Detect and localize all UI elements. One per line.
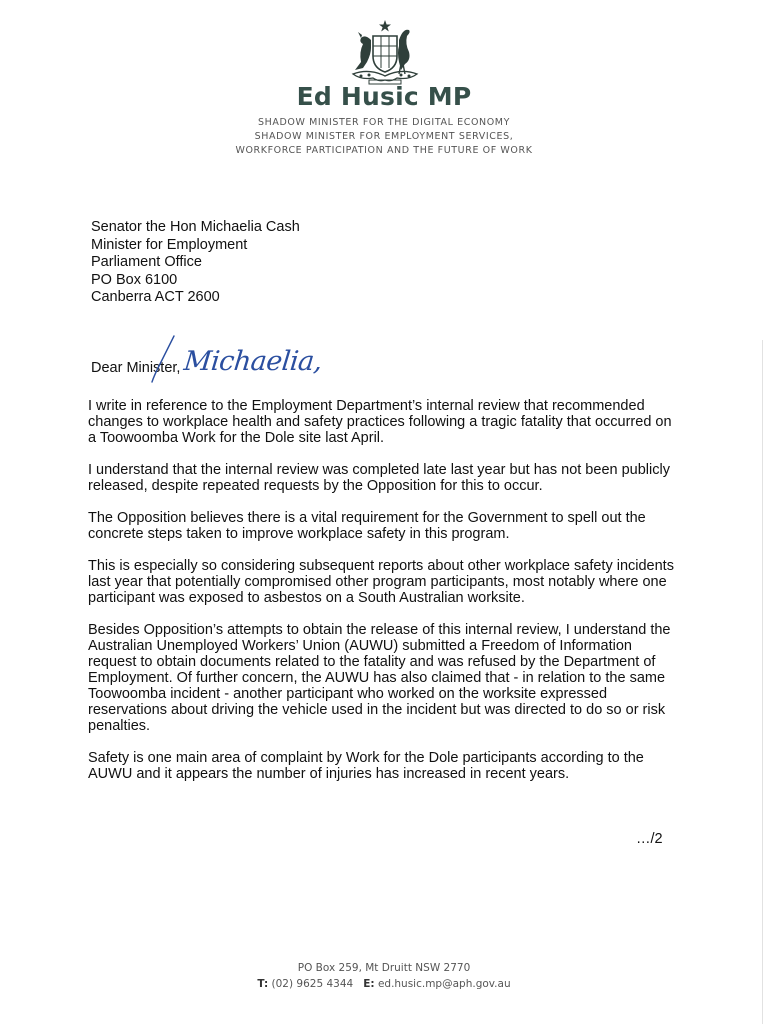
continuation-marker: …/2 (636, 831, 663, 847)
letterhead-title-line: SHADOW MINISTER FOR EMPLOYMENT SERVICES, (254, 131, 514, 142)
letterhead-title-line: WORKFORCE PARTICIPATION AND THE FUTURE OF WORK (235, 145, 533, 156)
letterhead-title-line: SHADOW MINISTER FOR THE DIGITAL ECONOMY (257, 117, 511, 128)
address-line: Canberra ACT 2600 (91, 289, 220, 305)
footer-contact (0, 976, 768, 992)
body-paragraph: This is especially so considering subsequent reports about other workplace safety incidents last year that potentially compromised other program participants, most notably where one participant was exposed to asbestos on a South Australian worksite. (88, 558, 674, 606)
body-paragraph: I understand that the internal review was completed late last year but has not been publicly released, despite repeated requests by the Opposition for this to occur. (88, 462, 670, 494)
salutation-handwritten: Michaelia, (182, 346, 324, 377)
phone-label: T: (257, 978, 269, 990)
letter-body (88, 398, 678, 798)
email-label: E: (363, 978, 375, 990)
coat-of-arms-icon (339, 18, 431, 86)
phone-number: (02) 9625 4344 (271, 978, 354, 990)
body-paragraph: Besides Opposition’s attempts to obtain the release of this internal review, I understand the Australian Unemployed Workers’ Union (AUWU) submitted a Freedom of Information request to obtain documents related to the fatality and was refused by the Department of Employment. Of further concern, the AUWU has also claimed that - in relation to the same Toowoomba incident - another participant who worked on the worksite expressed reservations about driving the vehicle used in the incident but was directed to do so or risk penalties. (88, 622, 671, 734)
letterhead-titles (0, 116, 768, 158)
footer-address: PO Box 259, Mt Druitt NSW 2770 (297, 962, 471, 974)
letterhead-name: Ed Husic MP (296, 82, 472, 111)
body-paragraph: I write in reference to the Employment Department’s internal review that recommended changes to workplace health and safety practices following a tragic fatality that occurred on a Toowoomba Work for the Dole site last April. (88, 398, 672, 446)
salutation-typed: Dear Minister, (91, 360, 181, 376)
address-line: Senator the Hon Michaelia Cash (91, 219, 300, 235)
recipient-address (91, 219, 300, 307)
scan-edge-divider (762, 340, 763, 1024)
body-paragraph: The Opposition believes there is a vital requirement for the Government to spell out the concrete steps taken to improve workplace safety in this program. (88, 510, 646, 542)
handwritten-strike-mark (144, 334, 184, 384)
address-line: Parliament Office (91, 254, 202, 270)
letterhead-footer (0, 960, 768, 992)
address-line: PO Box 6100 (91, 271, 178, 288)
address-line: Minister for Employment (91, 236, 248, 253)
body-paragraph: Safety is one main area of complaint by Work for the Dole participants according to the AUWU and it appears the number of injuries has increased in recent years. (88, 750, 644, 782)
email-address: ed.husic.mp@aph.gov.au (377, 978, 511, 990)
